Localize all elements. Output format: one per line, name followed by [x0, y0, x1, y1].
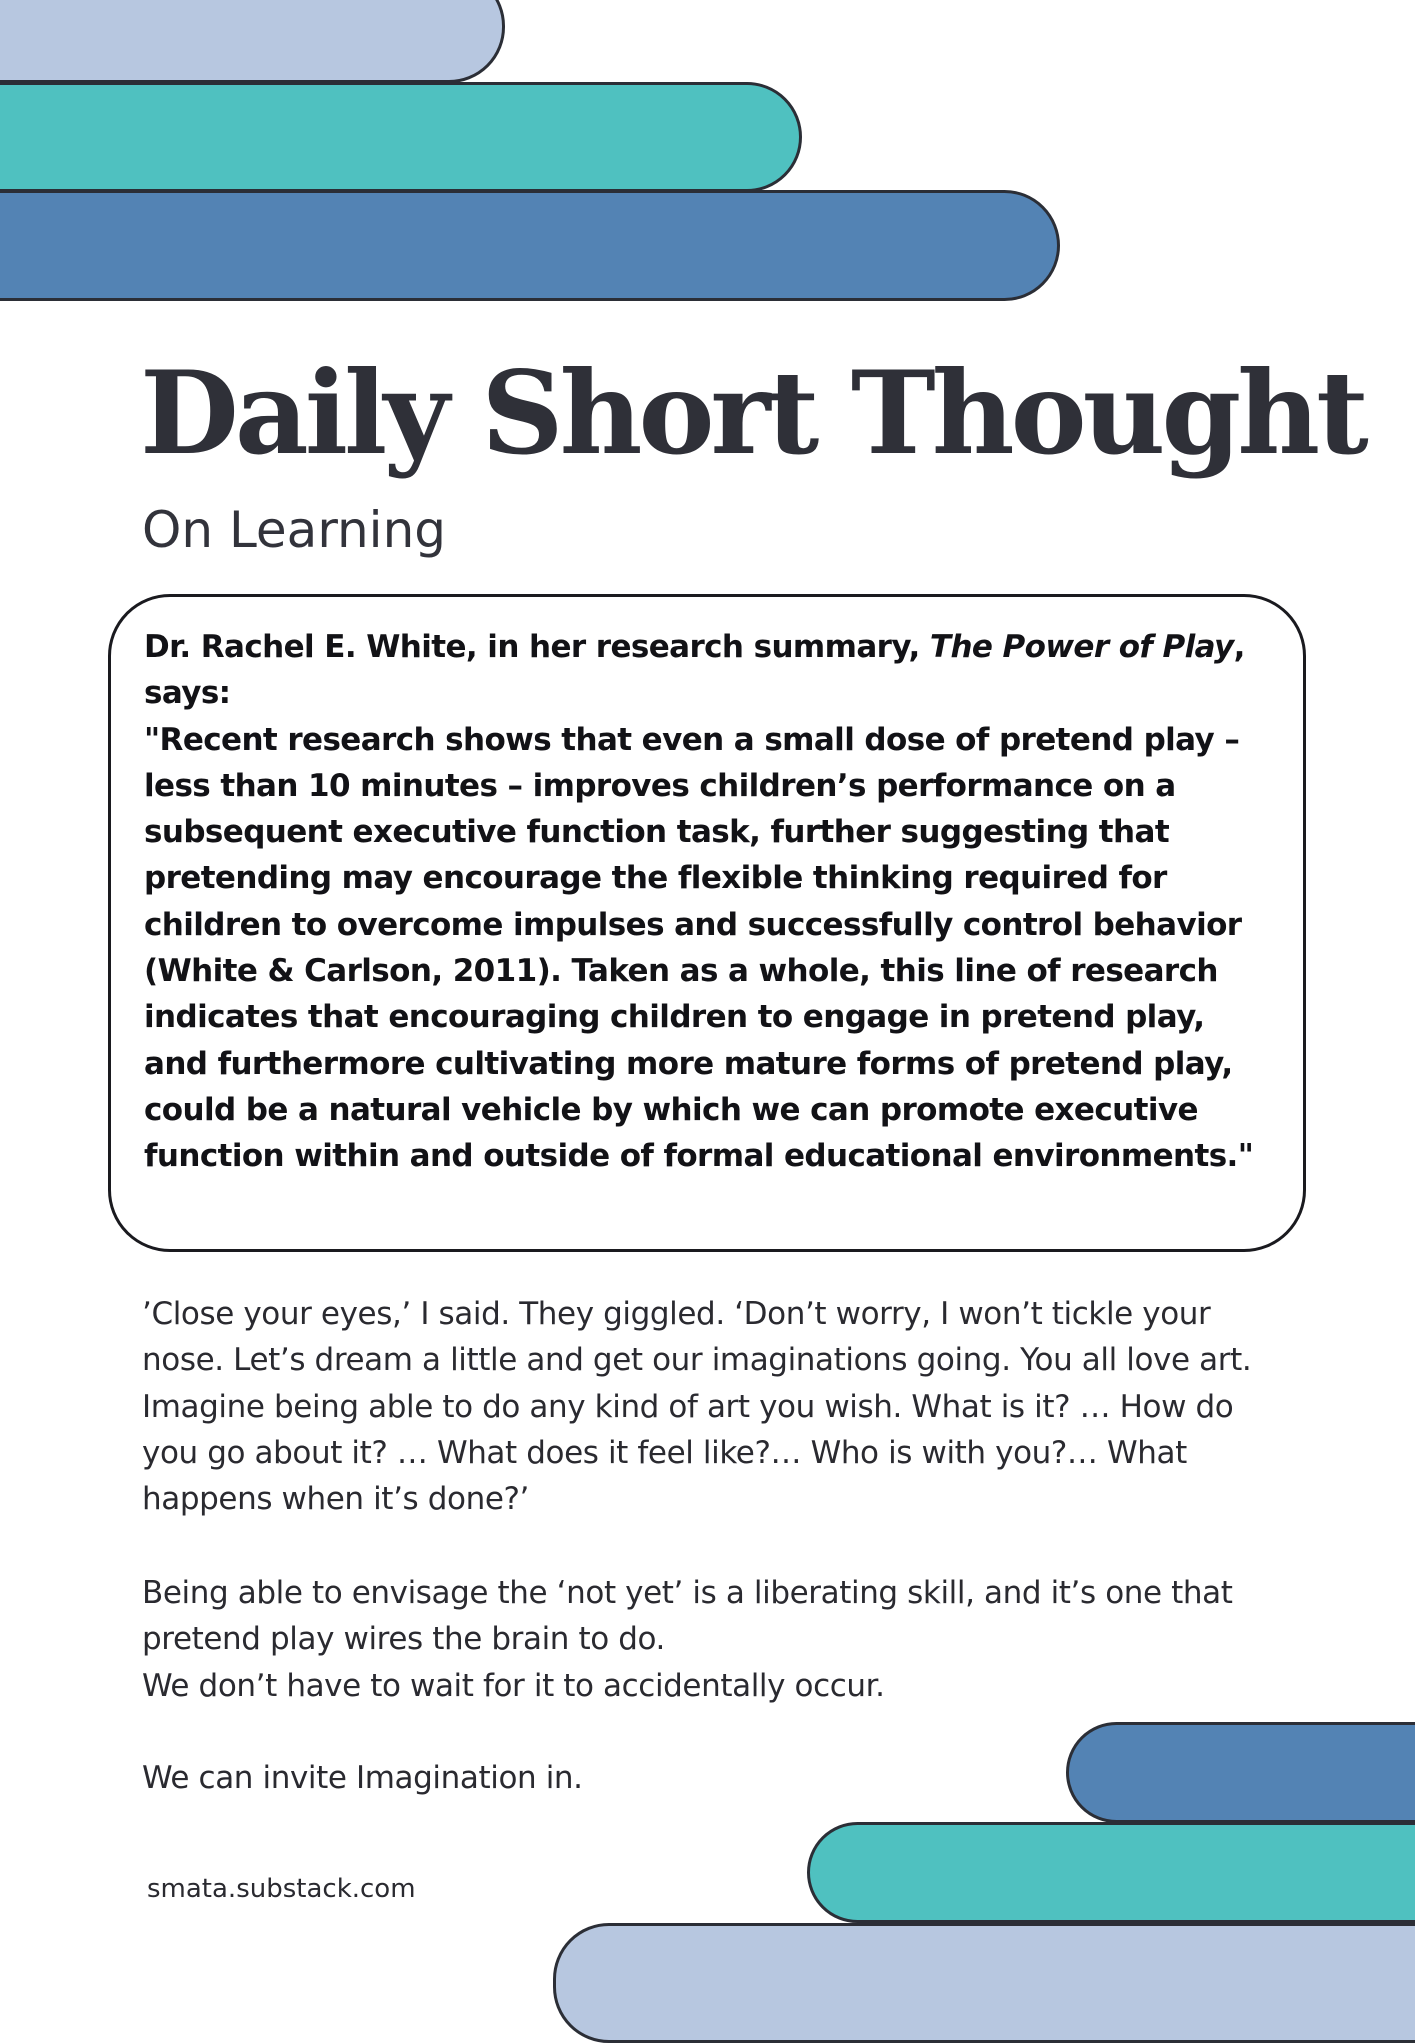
body-paragraph-1: ’Close your eyes,’ I said. They giggled. ‘Don’t worry, I won’t tickle your nose. Let’s dream a little and get our imaginations going. You all love art. Imagine being able to do any kind of art you wish. What is it? … How do you go about it? … What does it feel like?… Who is with you?… What happens when it’s done?’ [142, 1296, 1252, 1518]
quote-intro-says: , says: [144, 629, 1245, 712]
page-title: Daily Short Thought [140, 346, 1365, 480]
decor-stripe-top-steel-blue [0, 190, 1060, 301]
body-paragraph-3: We don’t have to wait for it to accidentally occur. [142, 1668, 885, 1704]
decor-stripe-top-teal [0, 82, 802, 192]
quote-intro-text: Dr. Rachel E. White, in her research summary, [144, 629, 930, 665]
body-paragraph-2: Being able to envisage the ‘not yet’ is a liberating skill, and it’s one that pretend play wires the brain to do. [142, 1575, 1233, 1658]
quote-text: "Recent research shows that even a small dose of pretend play – less than 10 minutes – improves children’s performance on a subsequent executive function task, further suggesting that pretending may encourage the flexible thinking required for children to overcome impulses and successfully control behavior (White & Carlson, 2011). Taken as a whole, this line of research indicates that encouraging children to engage in pretend play, and furthermore cultivating more mature forms of pretend play, could be a natural vehicle by which we can promote executive function within and outside of formal educational environments." [144, 721, 1254, 1175]
quote-intro [144, 624, 1273, 717]
page-subtitle: On Learning [142, 501, 447, 559]
footer-site-url: smata.substack.com [147, 1874, 416, 1904]
quote-source-title: The Power of Play [929, 629, 1234, 665]
decor-stripe-bottom-light-blue [553, 1923, 1415, 2043]
decor-stripe-bottom-teal [807, 1822, 1415, 1923]
quote-box [108, 594, 1306, 1252]
decor-stripe-top-light-blue [0, 0, 505, 83]
body-paragraph-4: We can invite Imagination in. [142, 1760, 583, 1796]
